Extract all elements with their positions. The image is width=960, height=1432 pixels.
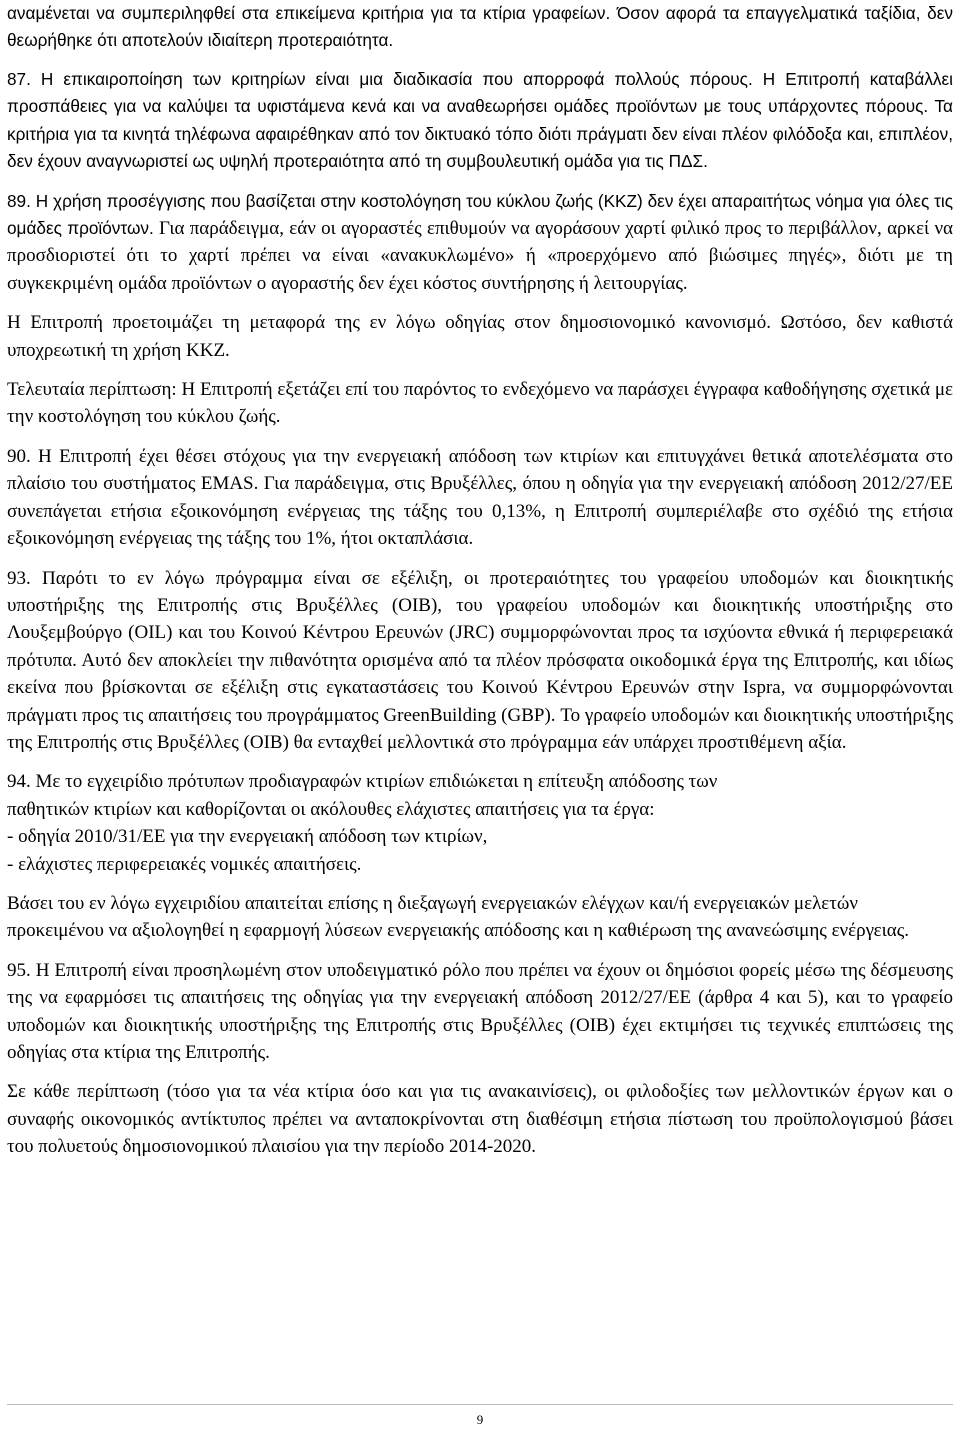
paragraph-95 xyxy=(7,957,953,1067)
paragraph-text: Η Επιτροπή προετοιμάζει τη μεταφορά της εν λόγω οδηγίας στον δημοσιονομικό κανονισμό. Ωστόσο, δεν καθιστά υποχρεωτική τη χρήση ΚΚΖ. xyxy=(7,312,953,361)
paragraph-text: 95. Η Επιτροπή είναι προσηλωμένη στον υποδειγματικό ρόλο που πρέπει να έχουν οι δημόσιοι φορείς μέσω της δέσμευσης της να εφαρμόσει τις απαιτήσεις της οδηγίας για την ενεργειακή απόδοση 2012/27/ΕΕ (άρθρα 4 και 5), και το γραφείο υποδομών και διοικητικής υποστήριξης της Επιτροπής στις Βρυξέλλες (OIB) έχει εκτιμήσει τις τεχνικές επιπτώσεις της οδηγίας στα κτίρια της Επιτροπής. xyxy=(7,959,953,1063)
page-number: 9 xyxy=(476,1412,484,1427)
paragraph-89-transposition xyxy=(7,309,953,364)
paragraph-90 xyxy=(7,443,953,553)
paragraph-text-serif: Για παράδειγμα, εάν οι αγοραστές επιθυμούν να αγοράσουν χαρτί φιλικό προς το περιβάλλον, αρκεί να προσδιοριστεί ότι το χαρτί πρέπει να είναι «ανακυκλωμένο» ή «προερχόμενο από βιώσιμες πηγές», διότι με τη συγκεκριμένη ομάδα προϊόντων ο αγοραστής δεν έχει κόστος συντήρησης ή λειτουργίας. xyxy=(7,218,954,294)
paragraph-text: αναμένεται να συμπεριληφθεί στα επικείμενα κριτήρια για τα κτίρια γραφείων. Όσον αφορά τα επαγγελματικά ταξίδια, δεν θεωρήθηκε ότι αποτελούν ιδιαίτερη προτεραιότητα. xyxy=(7,3,953,50)
list-item: - ελάχιστες περιφερειακές νομικές απαιτήσεις. xyxy=(7,853,362,875)
paragraph-line: 94. Με το εγχειρίδιο πρότυπων προδιαγραφών κτιρίων επιδιώκεται η επίτευξη απόδοσης των xyxy=(7,771,718,793)
paragraph-line: παθητικών κτιρίων και καθορίζονται οι ακόλουθες ελάχιστες απαιτήσεις για τα έργα: xyxy=(7,798,655,820)
paragraph-89-last-case xyxy=(7,376,953,431)
document-body xyxy=(7,0,953,1173)
paragraph-94 xyxy=(7,768,953,878)
paragraph-text: Σε κάθε περίπτωση (τόσο για τα νέα κτίρια όσο και για τις ανακαινίσεις), οι φιλοδοξίες των μελλοντικών έργων και ο συναφής οικονομικός αντίκτυπος πρέπει να ανταποκρίνονται στη διαθέσιμη ετήσια πίστωση του προϋπολογισμού βάσει του πολυετούς δημοσιονομικού πλαισίου για την περίοδο 2014-2020. xyxy=(7,1081,953,1158)
paragraph-text: Τελευταία περίπτωση: Η Επιτροπή εξετάζει επί του παρόντος το ενδεχόμενο να παράσχει έγγραφα καθοδήγησης σχετικά με την κοστολόγηση του κύκλου ζωής. xyxy=(7,379,953,428)
footer-divider xyxy=(7,1404,953,1405)
paragraph-text: 93. Παρότι το εν λόγω πρόγραμμα είναι σε εξέλιξη, οι προτεραιότητες του γραφείου υποδομών και διοικητικής υποστήριξης της Επιτροπής στις Βρυξέλλες (OIB), του γραφείου υποδομών και διοικητικής υποστήριξης στο Λουξεμβούργο (OIL) και του Κοινού Κέντρου Ερευνών (JRC) συμμορφώνονται προς τα ισχύοντα εθνικά ή περιφερειακά πρότυπα. Αυτό δεν αποκλείει την πιθανότητα ορισμένα από τα πλέον πρόσφατα οικοδομικά έργα της Επιτροπής, και ιδίως εκείνα που βρίσκονται σε εξέλιξη στις εγκαταστάσεις του Κοινού Κέντρου Ερευνών στην Ispra, να συμμορφώνονται πράγματι προς τις απαιτήσεις του προγράμματος GreenBuilding (GBP). Το γραφείο υποδομών και διοικητικής υποστήριξης της Επιτροπής στις Βρυξέλλες (OIB) θα ενταχθεί μελλοντικά στο πρόγραμμα εάν υπάρχει προστιθέμενη αξία. xyxy=(7,567,953,753)
paragraph-87 xyxy=(7,66,953,176)
paragraph-93 xyxy=(7,565,953,757)
paragraph-continuation xyxy=(7,0,953,54)
paragraph-94-manual xyxy=(7,890,953,945)
list-item: - οδηγία 2010/31/ΕΕ για την ενεργειακή απόδοση των κτιρίων, xyxy=(7,826,488,848)
paragraph-95-any-case xyxy=(7,1078,953,1160)
paragraph-text: Βάσει του εν λόγω εγχειριδίου απαιτείται επίσης η διεξαγωγή ενεργειακών ελέγχων και/ή ενεργειακών μελετών προκειμένου να αξιολογηθεί η εφαρμογή λύσεων ενεργειακής απόδοσης και η καθιέρωση της ανανεώσιμης ενέργειας. xyxy=(7,892,909,942)
paragraph-text: 90. Η Επιτροπή έχει θέσει στόχους για την ενεργειακή απόδοση των κτιρίων και επιτυγχάνει θετικά αποτελέσματα στο πλαίσιο του συστήματος EMAS. Για παράδειγμα, στις Βρυξέλλες, όπου η οδηγία για την ενεργειακή απόδοση 2012/27/ΕΕ συνεπάγεται ετήσια εξοικονόμηση ενέργειας της τάξης του 0,13%, η Επιτροπή συμπεριέλαβε στο σχέδιό της ετήσια εξοικονόμηση ενέργειας της τάξης του 1%, ήτοι οκταπλάσια. xyxy=(7,445,953,550)
paragraph-89 xyxy=(7,188,953,298)
paragraph-text: 87. Η επικαιροποίηση των κριτηρίων είναι μια διαδικασία που απορροφά πολλούς πόρους. Η Επιτροπή καταβάλλει προσπάθειες για να καλύψει τα υφιστάμενα κενά και να αναθεωρήσει ομάδες προϊόντων με τους υπάρχοντες πόρους. Τα κριτήρια για τα κινητά τηλέφωνα αφαιρέθηκαν από τον δικτυακό τόπο διότι πράγματι δεν είναι πλέον φιλόδοξα και, επιπλέον, δεν έχουν αναγνωριστεί ως υψηλή προτεραιότητα από τη συμβουλευτική ομάδα για τις ΠΔΣ. xyxy=(7,69,953,172)
paragraph-text: 89. Η χρήση προσέγγισης που βασίζεται στην κοστολόγηση του κύκλου ζωής (ΚΚΖ) δεν έχει απαραιτήτως νόημα για όλες τις ομάδες προϊόντων. xyxy=(7,190,953,239)
